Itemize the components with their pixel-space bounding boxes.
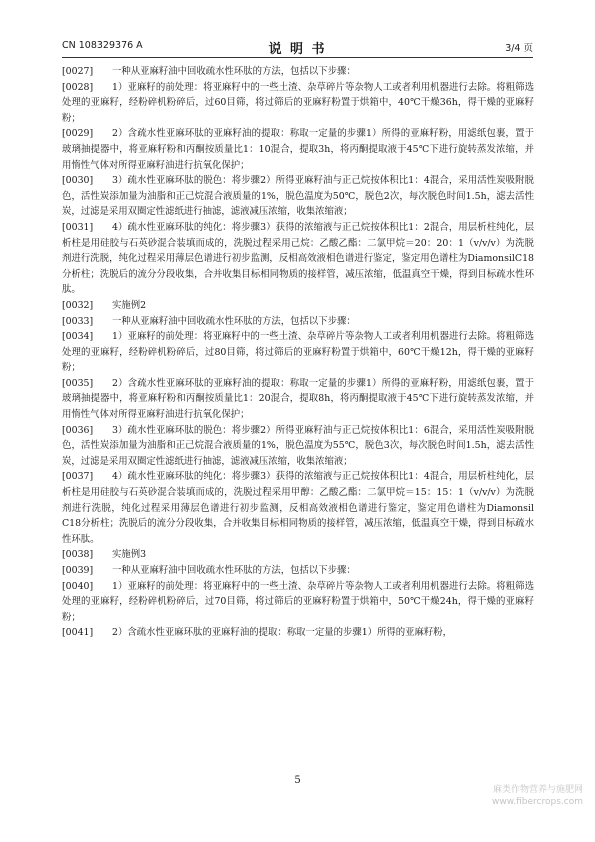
watermark-line2: www.fibercrops.com — [492, 797, 583, 807]
paragraph-text: 2）含疏水性亚麻环肽的亚麻籽油的提取：称取一定量的步骤1）所得的亚麻籽粉， — [112, 627, 453, 639]
paragraph-text: 4）疏水性亚麻环肽的纯化：将步骤3）获得的浓缩液与正己烷按体积比1：4混合，用层析柱纯化，层析柱是用硅胶与石英砂混合装填而成的，洗脱过程采用甲醇：乙酸乙酯：二氯甲烷＝15：15：1（v/v/v）为洗脱剂进行洗脱，纯化过程采用薄层色谱进行初步监测，反相高效液相色谱进行鉴定，鉴定用色谱柱为Diamonsil C18分析柱；洗脱后的流分分段收集，合并收集目标相同物质的接样管，减压浓缩，低温真空干燥，得到目标疏水性环肽。 — [62, 471, 534, 545]
paragraph — [62, 64, 534, 80]
paragraph-number: [0037] — [62, 471, 94, 483]
paragraph-text: 3）疏水性亚麻环肽的脱色：将步骤2）所得亚麻籽油与正己烷按体积比1：4混合，采用活性炭吸附脱色，活性炭添加量为油脂和正己烷混合液质量的1%，脱色温度为50℃，脱色2次，每次脱色时间1.5h，滤去活性炭，过滤是采用双圈定性滤纸进行抽滤，滤液减压浓缩，收集浓缩液； — [62, 175, 534, 218]
paragraph-number: [0030] — [62, 175, 94, 187]
paragraph-number: [0039] — [62, 565, 94, 576]
doc-title: 说 明 书 — [268, 42, 327, 57]
paragraph-text: 2）含疏水性亚麻环肽的亚麻籽油的提取：称取一定量的步骤1）所得的亚麻籽粉，用滤纸包裹，置于玻璃抽提器中，将亚麻籽粉和丙酮按质量比1：10混合，提取3h，将丙酮提取液于45℃下进行旋转蒸发浓缩，并用惰性气体对所得亚麻籽油进行抗氧化保护； — [62, 128, 534, 171]
paragraph — [62, 376, 534, 423]
page-number: 5 — [294, 775, 301, 786]
paragraph-number: [0041] — [62, 627, 94, 639]
page-header — [62, 38, 533, 56]
page-indicator: 3/4 页 — [505, 43, 533, 54]
paragraph — [62, 220, 534, 298]
paragraph-text: 4）疏水性亚麻环肽的纯化：将步骤3）获得的浓缩液与正己烷按体积比1：2混合，用层析柱纯化，层析柱是用硅胶与石英砂混合装填而成的，洗脱过程采用己烷：乙酸乙酯：二氯甲烷＝20：20：1（v/v/v）为洗脱剂进行洗脱，纯化过程采用薄层色谱进行初步监测，反相高效液相色谱进行鉴定，鉴定用色谱柱为DiamonsilC18分析柱；洗脱后的流分分段收集，合并收集目标相同物质的接样管，减压浓缩，低温真空干燥，得到目标疏水性环肽。 — [62, 221, 534, 296]
paragraph — [62, 547, 534, 563]
paragraph-number: [0027] — [62, 66, 94, 77]
paragraph-number: [0029] — [62, 128, 94, 140]
paragraph-number: [0034] — [62, 331, 94, 343]
watermark — [492, 784, 583, 808]
paragraph-text: 实施例2 — [112, 299, 147, 311]
paragraph-text: 1）亚麻籽的前处理：将亚麻籽中的一些土渣、杂草碎片等杂物人工或者利用机器进行去除。将粗筛选处理的亚麻籽，经粉碎机粉碎后，过60目筛，将过筛后的亚麻籽粉置于烘箱中，40℃干燥36h，得干燥的亚麻籽粉； — [62, 81, 534, 124]
doc-number: CN 108329376 A — [62, 40, 143, 51]
paragraph-text: 2）含疏水性亚麻环肽的亚麻籽油的提取：称取一定量的步骤1）所得的亚麻籽粉，用滤纸包裹，置于玻璃抽提器中，将亚麻籽粉和丙酮按质量比1：20混合，提取8h，将丙酮提取液于45℃下进行旋转蒸发浓缩，并用惰性气体对所得亚麻籽油进行抗氧化保护； — [62, 377, 534, 421]
document-body — [62, 64, 534, 641]
paragraph-number: [0035] — [62, 377, 94, 389]
paragraph — [62, 329, 534, 376]
watermark-line1: 麻类作物营养与施肥网 — [492, 785, 583, 795]
paragraph-number: [0036] — [62, 424, 94, 436]
paragraph-text: 1）亚麻籽的前处理：将亚麻籽中的一些土渣、杂草碎片等杂物人工或者利用机器进行去除。将粗筛选处理的亚麻籽，经粉碎机粉碎后，过70目筛，将过筛后的亚麻籽粉置于烘箱中，50℃干燥24h，得干燥的亚麻籽粉； — [62, 580, 534, 623]
header-rule — [62, 57, 533, 58]
paragraph — [62, 563, 534, 579]
paragraph-text: 3）疏水性亚麻环肽的脱色：将步骤2）所得亚麻籽油与正己烷按体积比1：6混合，采用活性炭吸附脱色，活性炭添加量为油脂和正己烷混合液质量的1%，脱色温度为55℃，脱色3次，每次脱色时间1.5h，滤去活性炭，过滤是采用双圈定性滤纸进行抽滤，滤液减压浓缩，收集浓缩液； — [62, 424, 534, 467]
paragraph-number: [0040] — [62, 580, 94, 592]
paragraph-text: 一种从亚麻籽油中回收疏水性环肽的方法，包括以下步骤： — [112, 66, 356, 77]
paragraph-number: [0031] — [62, 221, 94, 233]
paragraph — [62, 173, 534, 220]
paragraph-text: 实施例3 — [112, 549, 147, 561]
paragraph-number: [0028] — [62, 81, 94, 93]
paragraph — [62, 314, 534, 330]
paragraph — [62, 126, 534, 173]
paragraph — [62, 423, 534, 470]
paragraph — [62, 469, 534, 547]
paragraph-text: 一种从亚麻籽油中回收疏水性环肽的方法，包括以下步骤： — [112, 315, 356, 327]
paragraph-number: [0038] — [62, 549, 94, 561]
paragraph-number: [0033] — [62, 315, 94, 327]
paragraph — [62, 625, 534, 641]
paragraph-text: 1）亚麻籽的前处理：将亚麻籽中的一些土渣、杂草碎片等杂物人工或者利用机器进行去除。将粗筛选处理的亚麻籽，经粉碎机粉碎后，过80目筛，将过筛后的亚麻籽粉置于烘箱中，60℃干燥12h，得干燥的亚麻籽粉； — [62, 331, 534, 374]
paragraph — [62, 579, 534, 626]
paragraph-text: 一种从亚麻籽油中回收疏水性环肽的方法，包括以下步骤： — [112, 565, 356, 576]
paragraph-number: [0032] — [62, 299, 94, 311]
paragraph — [62, 298, 534, 314]
paragraph — [62, 80, 534, 127]
